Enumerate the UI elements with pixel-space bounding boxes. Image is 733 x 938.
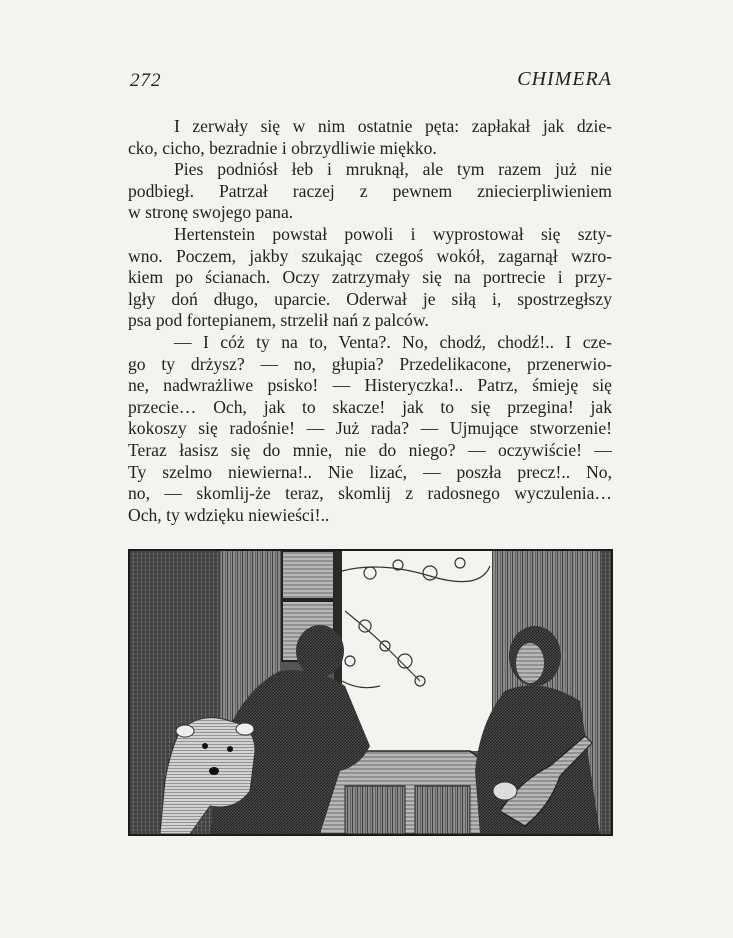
text-line: Ty szelmo niewierna!.. Nie lizać, — poszła precz!.. No, — [128, 461, 612, 482]
text-line: kiem po ścianach. Oczy zatrzymały się na portrecie i przy- — [128, 267, 612, 288]
text-line: w stronę swojego pana. — [128, 202, 294, 223]
text-line: wno. Poczem, jakby szukając czegoś wokół, zagarnął wzro- — [128, 245, 612, 266]
text-line: ne, nadwrażliwe psisko! — Histeryczka!.. Patrz, śmieję się — [128, 375, 612, 396]
text-line: Och, ty wdzięku niewieści!.. — [128, 504, 330, 525]
body-text — [128, 116, 612, 526]
text-line: Pies podniósł łeb i mruknął, ale tym razem już nie — [174, 159, 612, 180]
text-line: Hertenstein powstał powoli i wyprostował się szty- — [174, 223, 612, 244]
text-line: lgły doń długo, uparcie. Oderwał je siłą i, spostrzegłszy — [128, 288, 612, 309]
window-pane — [282, 551, 334, 599]
man-head — [296, 625, 344, 677]
paragraph — [128, 332, 612, 526]
text-line: I zerwały się w nim ostatnie pęta: zapłakał jak dzie- — [174, 116, 612, 136]
text-line: podbiegł. Patrzał raczej z pewnem zniecierpliwieniem — [128, 180, 612, 201]
text-line: Teraz łasisz się do mnie, nie do niego? — oczywiście! — — [128, 439, 612, 460]
text-line: przecie… Och, jak to skacze! jak to się przegina! jak — [128, 396, 612, 417]
engraving-illustration — [128, 549, 613, 836]
paragraph — [128, 224, 612, 332]
page-number: 272 — [130, 70, 162, 91]
text-line: cko, cicho, bezradnie i obrzydliwie miękko. — [128, 137, 437, 158]
running-head-title: CHIMERA — [517, 68, 612, 90]
paragraph — [128, 159, 612, 224]
text-line: no, — skomlij-że teraz, skomlij z radosnego wyczulenia… — [128, 483, 612, 504]
text-line: kokoszy się radośnie! — Już rada? — Ujmujące stworzenie! — [128, 418, 612, 439]
text-line: go ty drżysz? — no, głupia? Przedelikacone, przenerwio- — [128, 353, 612, 374]
right-wall-edge — [600, 551, 611, 834]
text-line: psa pod fortepianem, strzelił nań z palców. — [128, 310, 429, 331]
text-line: — I cóż ty na to, Venta?. No, chodź, chodź!.. I cze- — [174, 331, 612, 352]
paragraph — [128, 116, 612, 159]
